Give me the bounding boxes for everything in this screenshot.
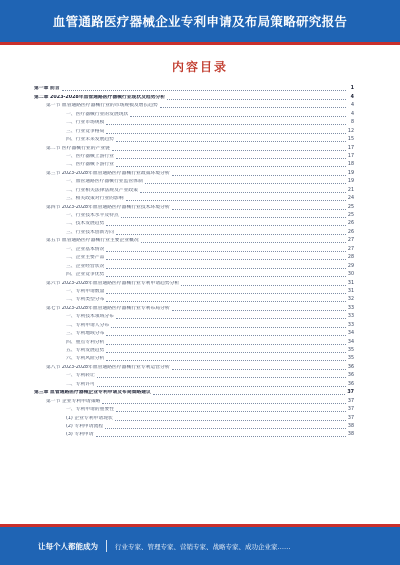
toc-leader-dots: [116, 141, 346, 142]
toc-entry-label: 四、重点专利分析: [66, 339, 105, 345]
toc-leader-dots: [167, 99, 346, 100]
toc-entry[interactable]: [34, 126, 354, 134]
toc-leader-dots: [181, 285, 346, 286]
report-header: [0, 0, 400, 42]
toc-entry-page: 18: [347, 162, 354, 168]
toc-leader-dots: [106, 344, 346, 345]
toc-entry-label: 一、专利申请的重要性: [66, 407, 114, 413]
toc-leader-dots: [97, 386, 346, 387]
toc-entry[interactable]: [34, 109, 354, 117]
toc-entry[interactable]: [34, 320, 354, 328]
toc-entry-label: 二、专利类型分布: [66, 297, 105, 303]
toc-entry-label: (3) 专利申请: [66, 432, 94, 438]
toc-entry[interactable]: [34, 177, 354, 185]
toc-entry-label: 三、行业技术创新方向: [66, 229, 114, 235]
toc-entry-label: 第二节 医疗器械行业的产业链: [46, 145, 110, 151]
toc-entry-page: 35: [347, 356, 354, 362]
toc-leader-dots: [126, 200, 346, 201]
toc-entry[interactable]: [34, 270, 354, 278]
toc-leader-dots: [106, 335, 346, 336]
toc-leader-dots: [62, 90, 346, 91]
toc-entry-page: 26: [347, 221, 354, 227]
toc-entry-label: 四、企业竞争优势: [66, 272, 105, 278]
table-of-contents: [34, 84, 354, 438]
toc-leader-dots: [112, 150, 346, 151]
toc-entry-page: 17: [347, 153, 354, 159]
header-accent-line: [0, 42, 400, 45]
toc-entry[interactable]: [34, 168, 354, 176]
toc-entry-page: 17: [347, 145, 354, 151]
toc-entry-page: 37: [347, 390, 354, 396]
toc-entry[interactable]: [34, 143, 354, 151]
toc-entry-page: 34: [347, 331, 354, 337]
toc-entry[interactable]: [34, 160, 354, 168]
toc-leader-dots: [106, 133, 346, 134]
toc-leader-dots: [106, 225, 346, 226]
toc-entry-label: 三、相关政策对行业的影响: [66, 196, 124, 202]
toc-entry-label: 第一节 血管通路医疗器械行业的市场规模及增长趋势: [46, 103, 158, 109]
toc-entry-label: 一、专利申请数量: [66, 288, 105, 294]
toc-leader-dots: [172, 175, 346, 176]
toc-leader-dots: [106, 276, 346, 277]
toc-leader-dots: [106, 352, 346, 353]
toc-entry[interactable]: [34, 92, 354, 100]
toc-entry[interactable]: [34, 244, 354, 252]
toc-entry-page: 25: [347, 204, 354, 210]
toc-entry[interactable]: [34, 236, 354, 244]
toc-entry-label: 二、专利申请人分布: [66, 322, 110, 328]
toc-entry-label: 三、行业竞争格局: [66, 128, 105, 134]
toc-entry-label: 一、专利转让: [66, 373, 95, 379]
toc-entry-page: 19: [347, 170, 354, 176]
toc-leader-dots: [106, 251, 346, 252]
toc-entry-label: 第二章 2023-2028年血管通路医疗器械行业现状及趋势分析: [34, 94, 166, 100]
toc-entry-page: 4: [350, 111, 354, 117]
toc-entry-label: 第一节 企业专利申请策略: [46, 398, 101, 404]
toc-entry[interactable]: [34, 219, 354, 227]
toc-leader-dots: [115, 420, 346, 421]
toc-entry[interactable]: [34, 135, 354, 143]
toc-leader-dots: [116, 166, 346, 167]
toc-leader-dots: [111, 327, 346, 328]
toc-entry[interactable]: [34, 84, 354, 92]
toc-leader-dots: [106, 293, 346, 294]
toc-entry-label: 第三章 血管通路医疗器械企业专利申请及布局策略建议: [34, 390, 151, 396]
toc-entry-label: 三、专利地域分布: [66, 331, 105, 337]
toc-entry[interactable]: [34, 278, 354, 286]
toc-leader-dots: [116, 158, 346, 159]
toc-leader-dots: [116, 318, 346, 319]
toc-entry[interactable]: [34, 379, 354, 387]
toc-entry-page: 24: [347, 196, 354, 202]
toc-entry-label: (1) 企业专利申请现状: [66, 415, 113, 421]
toc-entry-label: 第五节 血管通路医疗器械行业主要企业概况: [46, 238, 139, 244]
toc-entry-page: 27: [347, 238, 354, 244]
toc-entry-page: 36: [347, 364, 354, 370]
toc-entry[interactable]: [34, 354, 354, 362]
toc-entry-page: 32: [347, 297, 354, 303]
toc-title: 内容目录: [171, 60, 228, 74]
toc-entry[interactable]: [34, 388, 354, 396]
toc-entry-page: 34: [347, 339, 354, 345]
toc-entry[interactable]: [34, 101, 354, 109]
toc-entry[interactable]: [34, 194, 354, 202]
toc-entry-page: 8: [350, 120, 354, 126]
toc-entry-page: 33: [347, 314, 354, 320]
toc-entry-page: 4: [350, 94, 354, 100]
toc-leader-dots: [140, 192, 346, 193]
toc-entry[interactable]: [34, 396, 354, 404]
toc-entry[interactable]: [34, 261, 354, 269]
toc-entry-label: 二、企业主要产品: [66, 255, 105, 261]
toc-entry[interactable]: [34, 362, 354, 370]
toc-leader-dots: [141, 242, 346, 243]
toc-entry-page: 30: [347, 272, 354, 278]
toc-entry[interactable]: [34, 287, 354, 295]
toc-entry[interactable]: [34, 202, 354, 210]
toc-entry[interactable]: [34, 295, 354, 303]
toc-entry[interactable]: [34, 422, 354, 430]
toc-entry-label: 一、血管通路医疗器械行业监管体制: [66, 179, 143, 185]
toc-entry-label: 第四节 2023-2028年血管通路医疗器械行业技术环境分析: [46, 204, 170, 210]
toc-entry-label: 第八节 2023-2028年血管通路医疗器械行业专利运营分析: [46, 364, 170, 370]
toc-leader-dots: [106, 259, 346, 260]
toc-entry[interactable]: [34, 413, 354, 421]
toc-entry-page: 31: [347, 280, 354, 286]
toc-entry-page: 38: [347, 423, 354, 429]
toc-leader-dots: [106, 124, 346, 125]
toc-entry-label: 二、行业相关法律法规及产业政策: [66, 187, 138, 193]
toc-leader-dots: [172, 209, 346, 210]
toc-entry-label: 第六节 2023-2028年血管通路医疗器械行业专利申请趋势分析: [46, 280, 180, 286]
toc-leader-dots: [145, 183, 346, 184]
toc-entry-page: 36: [347, 373, 354, 379]
toc-entry[interactable]: [34, 371, 354, 379]
toc-entry-label: (2) 专利申请流程: [66, 423, 104, 429]
toc-leader-dots: [106, 268, 346, 269]
toc-entry[interactable]: [34, 337, 354, 345]
footer-tagline: 行业专家、管理专家、营销专家、战略专家、成功企业家……: [115, 542, 291, 551]
toc-entry-label: 二、行业市场规模: [66, 120, 105, 126]
toc-entry-page: 38: [347, 432, 354, 438]
toc-leader-dots: [96, 436, 346, 437]
footer-separator: [106, 540, 107, 552]
toc-entry[interactable]: [34, 118, 354, 126]
toc-leader-dots: [106, 360, 346, 361]
toc-entry[interactable]: [34, 346, 354, 354]
toc-leader-dots: [105, 428, 346, 429]
toc-entry-page: 15: [347, 137, 354, 143]
toc-entry-page: 19: [347, 179, 354, 185]
toc-entry-label: 一、专利技术领域分布: [66, 314, 114, 320]
toc-entry-page: 29: [347, 263, 354, 269]
toc-leader-dots: [116, 411, 346, 412]
toc-entry[interactable]: [34, 227, 354, 235]
toc-entry-label: 六、专利风险分析: [66, 356, 105, 362]
toc-leader-dots: [153, 394, 346, 395]
toc-leader-dots: [106, 301, 346, 302]
toc-entry-page: 12: [347, 128, 354, 134]
toc-entry-label: 三、企业经营状况: [66, 263, 105, 269]
toc-entry-label: 一、行业技术水平及特点: [66, 213, 119, 218]
toc-leader-dots: [172, 310, 346, 311]
toc-leader-dots: [102, 403, 346, 404]
toc-entry-label: 第三节 2023-2028年血管通路医疗器械行业政策环境分析: [46, 170, 170, 176]
toc-entry-page: 21: [347, 187, 354, 193]
toc-entry-label: 一、医疗器械上游行业: [66, 153, 114, 159]
toc-entry-page: 35: [347, 348, 354, 353]
toc-entry-page: 26: [347, 229, 354, 235]
toc-entry-label: 第七节 2023-2028年血管通路医疗器械行业专利布局分析: [46, 305, 170, 311]
toc-entry-page: 36: [347, 381, 354, 387]
toc-entry-page: 33: [347, 322, 354, 328]
toc-entry[interactable]: [34, 185, 354, 193]
toc-entry-page: 1: [350, 86, 354, 92]
toc-entry-page: 31: [347, 288, 354, 294]
toc-entry-page: 37: [347, 398, 354, 404]
toc-entry[interactable]: [34, 253, 354, 261]
report-title: 血管通路医疗器械企业专利申请及布局策略研究报告: [52, 14, 348, 29]
toc-entry[interactable]: [34, 303, 354, 311]
toc-entry-label: 二、医疗器械下游行业: [66, 162, 114, 168]
toc-leader-dots: [97, 377, 346, 378]
toc-entry-page: 37: [347, 415, 354, 421]
toc-leader-dots: [121, 217, 346, 218]
toc-entry-label: 一、医疗器械行业的发展现状: [66, 111, 129, 117]
toc-entry-page: 37: [347, 407, 354, 413]
toc-leader-dots: [160, 107, 346, 108]
toc-entry[interactable]: [34, 329, 354, 337]
toc-entry-page: 27: [347, 246, 354, 252]
toc-entry-page: 25: [347, 213, 354, 218]
toc-entry-label: 第一章 前言: [34, 86, 60, 92]
toc-entry-label: 二、技术发展趋势: [66, 221, 105, 227]
toc-entry[interactable]: [34, 405, 354, 413]
toc-entry-label: 四、行业未来发展趋势: [66, 137, 114, 143]
toc-entry-label: 一、企业基本情况: [66, 246, 105, 252]
toc-entry[interactable]: [34, 152, 354, 160]
report-footer: [0, 527, 400, 565]
footer-slogan: 让每个人都能成为: [38, 541, 98, 551]
toc-entry[interactable]: [34, 211, 354, 219]
toc-leader-dots: [116, 234, 346, 235]
toc-leader-dots: [172, 369, 346, 370]
toc-entry-label: 五、专利发展趋势: [66, 348, 105, 353]
toc-entry-page: 4: [350, 103, 354, 109]
toc-entry[interactable]: [34, 430, 354, 438]
toc-entry-label: 二、专利许可: [66, 381, 95, 387]
toc-entry[interactable]: [34, 312, 354, 320]
toc-entry-page: 28: [347, 255, 354, 261]
toc-entry-page: 33: [347, 305, 354, 311]
toc-leader-dots: [130, 116, 346, 117]
